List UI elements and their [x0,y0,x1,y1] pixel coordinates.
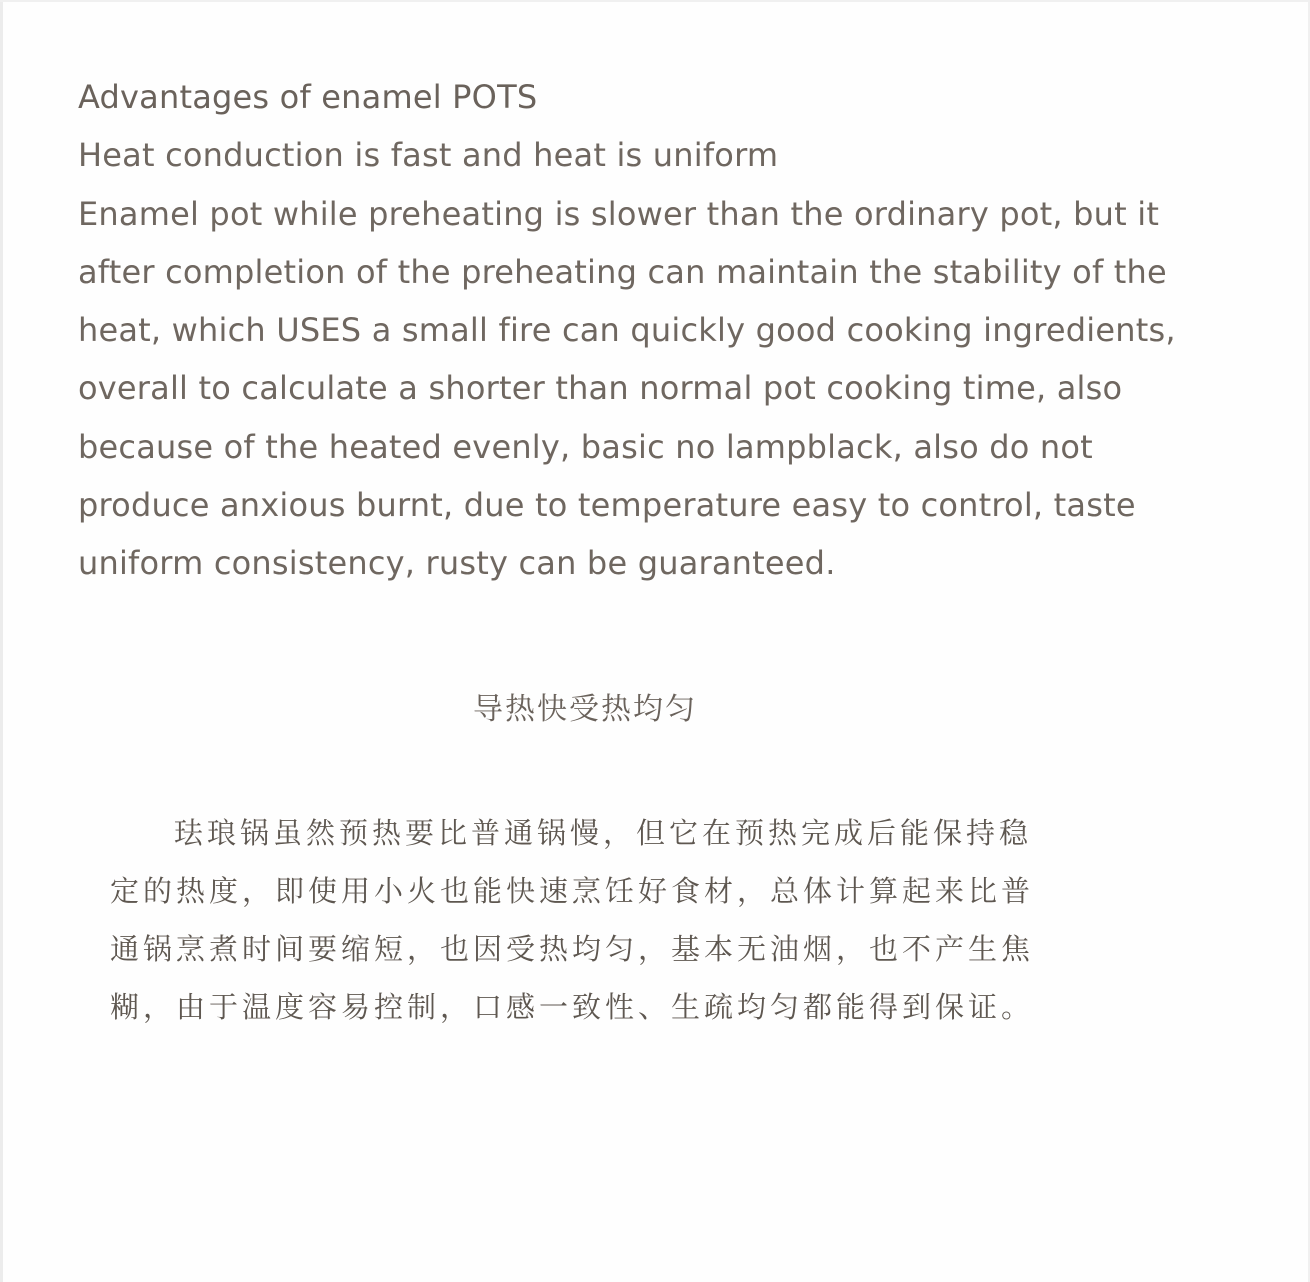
english-title: Advantages of enamel POTS [78,78,538,116]
english-body: Enamel pot while preheating is slower than the ordinary pot, but it after completion of the preheating can maintain the stability of the heat, which USES a small fire can quickly good cooking ingredients, overall to calculate a shorter than normal pot cooking time, also because of the heated evenly, basic no lampblack, also do not produce anxious burnt, due to temperature easy to control, taste uniform consistency, rusty can be guaranteed. [78,194,1176,583]
page-edge-top [0,0,1310,2]
english-text-block [78,68,1218,593]
chinese-heading: 导热快受热均匀 [473,692,697,727]
page-edge-left [0,0,3,1282]
english-subtitle: Heat conduction is fast and heat is uniform [78,136,779,175]
chinese-body: 珐琅锅虽然预热要比普通锅慢，但它在预热完成后能保持稳定的热度，即使用小火也能快速烹饪好食材，总体计算起来比普通锅烹煮时间要缩短，也因受热均匀，基本无油烟，也不产生焦糊，由于温度容易控制，口感一致性、生疏均匀都能得到保证。 [110,816,1035,1024]
